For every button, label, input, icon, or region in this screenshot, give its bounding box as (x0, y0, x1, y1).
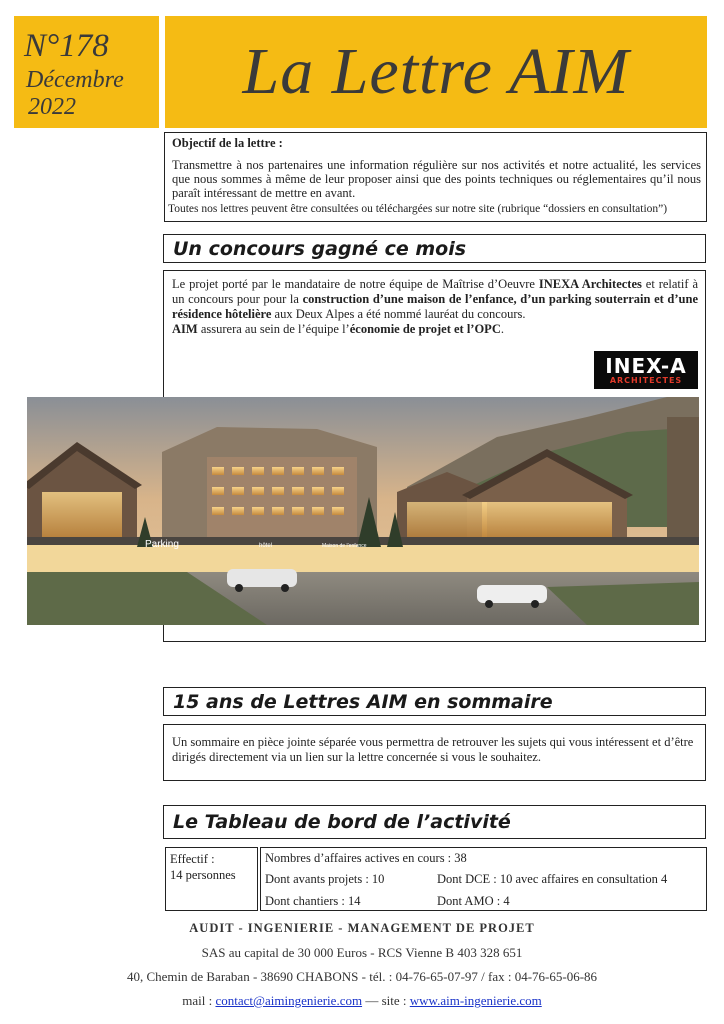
sommaire-box (163, 724, 706, 781)
photo-label-hotel: hôtel (259, 543, 273, 549)
text: aux Deux Alpes a été nommé lauréat du concours. (271, 307, 526, 321)
issue-box (14, 16, 159, 128)
aim-name: AIM (172, 322, 198, 336)
objective-note: Toutes nos lettres peuvent être consultées ou téléchargées sur notre site (rubrique “dossiers en consultation”) (168, 203, 668, 215)
logo-text-top: INEX-A (605, 353, 687, 378)
project-rendering-image (27, 397, 699, 625)
issue-year: 2022 (28, 94, 76, 120)
issue-month: Décembre (26, 67, 124, 93)
issue-number: N°178 (24, 28, 109, 64)
photo-label-maison: Maison de l’enfance (322, 543, 367, 549)
concours-paragraph-2 (172, 322, 698, 337)
footer-contact (0, 993, 724, 1009)
stat-affaires: Nombres d’affaires actives en cours : 38 (265, 851, 467, 865)
logo-text-bottom: ARCHITECTES (609, 375, 683, 385)
sommaire-section-title (163, 687, 706, 716)
text: . (500, 322, 504, 336)
project-description: construction d’une maison de l’enfance, d’un parking souterrain et d’une résidence hôtelière (172, 292, 698, 321)
concours-paragraph-1 (172, 277, 698, 322)
objective-body: Transmettre à nos partenaires une information régulière sur nos activités et notre actualité, les services que nous sommes à même de leur proposer ainsi que des points techniques ou réglementaires qu’il nous paraît intéressant de mettre en avant. (172, 158, 701, 200)
concours-section-title (163, 234, 706, 263)
site-link[interactable]: www.aim-ingenierie.com (409, 993, 542, 1008)
mission-description: économie de projet et l’OPC (349, 322, 501, 336)
mail-label: mail : (182, 993, 216, 1008)
mail-link[interactable]: contact@aimingenierie.com (215, 993, 363, 1008)
activity-stats-box (260, 847, 707, 911)
stat-chantiers: Dont chantiers : 14 (265, 894, 361, 908)
footer-tagline: AUDIT - INGENIERIE - MANAGEMENT DE PROJET (189, 921, 535, 935)
newsletter-title-banner (165, 16, 707, 128)
text: Le projet porté par le mandataire de notre équipe de Maîtrise d’Oeuvre (172, 277, 539, 291)
inexa-name: INEXA Architectes (538, 277, 642, 291)
tableau-title-text: Le Tableau de bord de l’activité (173, 811, 511, 833)
text: assurera au sein de l’équipe l’ (197, 322, 350, 336)
site-label: — site : (362, 993, 410, 1008)
photo-label-parking: Parking (145, 539, 179, 550)
effectif-label: Effectif : (170, 852, 215, 866)
stat-dce: Dont DCE : 10 avec affaires en consultation 4 (437, 872, 668, 886)
footer-address: 40, Chemin de Baraban - 38690 CHABONS - tél. : 04-76-65-07-97 / fax : 04-76-65-06-86 (126, 969, 598, 984)
stat-avants-projets: Dont avants projets : 10 (265, 872, 385, 886)
objective-heading: Objectif de la lettre : (172, 136, 283, 150)
concours-title-text: Un concours gagné ce mois (173, 237, 467, 260)
newsletter-title: La Lettre AIM (242, 35, 630, 108)
objective-box (164, 132, 707, 222)
inexa-logo (594, 351, 698, 389)
text: et relatif à un concours pour pour la (172, 277, 698, 306)
tableau-section-title (163, 805, 706, 839)
sommaire-body: Un sommaire en pièce jointe séparée vous permettra de retrouver les sujets qui vous intéressent et d’être dirigés directement via un lien sur la lettre concernée si vous le souhaitez. (172, 735, 694, 764)
effectif-value: 14 personnes (170, 868, 236, 882)
sommaire-title-text: 15 ans de Lettres AIM en sommaire (173, 690, 553, 713)
stat-amo: Dont AMO : 4 (437, 894, 510, 908)
effectif-box (165, 847, 258, 911)
footer-capital: SAS au capital de 30 000 Euros - RCS Vienne B 403 328 651 (201, 945, 523, 960)
